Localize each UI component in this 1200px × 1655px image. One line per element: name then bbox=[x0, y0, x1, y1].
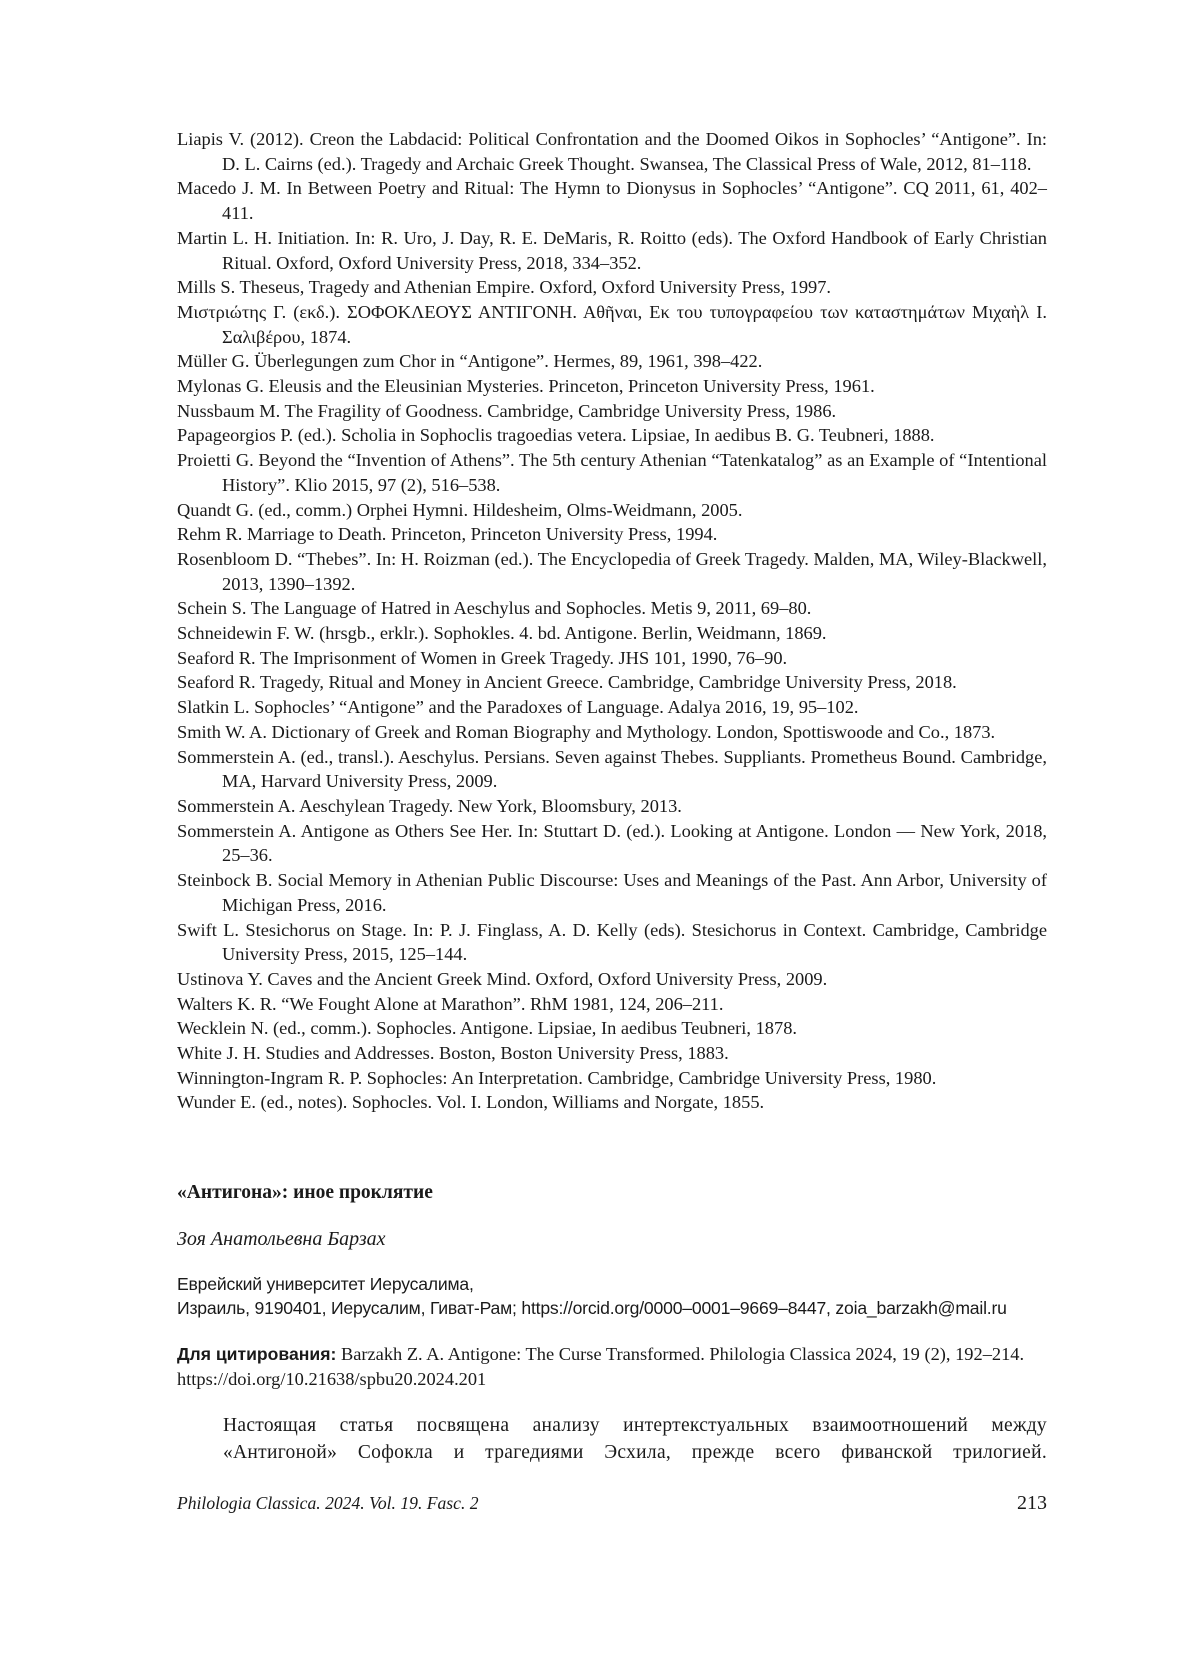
reference-item: Mills S. Theseus, Tragedy and Athenian Empire. Oxford, Oxford University Press, 1997. bbox=[177, 277, 832, 298]
author-name: Зоя Анатольевна Барзах bbox=[177, 1228, 386, 1250]
abstract-text: Настоящая статья посвящена анализу интертекстуальных взаимоотношений между «Антигоной» Софокла и трагедиями Эсхила, прежде всего фиванской трилогией. bbox=[223, 1415, 1047, 1463]
reference-item: Liapis V. (2012). Creon the Labdacid: Political Confrontation and the Doomed Oikos in Sophocles’ “Antigone”. In: D. L. Cairns (ed.). Tragedy and Archaic Greek Thought. Swansea, The Classical Press of Wale, 2012, 81–118. bbox=[177, 129, 1047, 174]
affiliation-line: Еврейский университет Иерусалима, bbox=[177, 1274, 474, 1294]
affiliation-line: Израиль, 9190401, Иерусалим, Гиват-Рам; https://orcid.org/0000–0001–9669–8447, zoia_barzakh@mail.ru bbox=[177, 1298, 1007, 1318]
reference-item: Rosenbloom D. “Thebes”. In: H. Roizman (ed.). The Encyclopedia of Greek Tragedy. Malden, MA, Wiley-Blackwell, 2013, 1390–1392. bbox=[177, 548, 1047, 594]
reference-item: Wunder E. (ed., notes). Sophocles. Vol. I. London, Williams and Norgate, 1855. bbox=[177, 1092, 765, 1113]
reference-item: Μιστριώτης Γ. (εκδ.). ΣΟΦΟΚΛΕΟΥΣ ΑΝΤΙΓΟΝΗ. Αθῆναι, Εκ του τυπογραφείου των καταστημάτων Μιχαὴλ Ι. Σαλιβέρου, 1874. bbox=[177, 301, 1047, 347]
reference-item: Müller G. Überlegungen zum Chor in “Antigone”. Hermes, 89, 1961, 398–422. bbox=[177, 351, 763, 372]
reference-item: Smith W. A. Dictionary of Greek and Roman Biography and Mythology. London, Spottiswoode and Co., 1873. bbox=[177, 721, 996, 742]
reference-item: Quandt G. (ed., comm.) Orphei Hymni. Hildesheim, Olms-Weidmann, 2005. bbox=[177, 499, 743, 520]
reference-item: Sommerstein A. Antigone as Others See Her. In: Stuttart D. (ed.). Looking at Antigone. London — New York, 2018, 25–36. bbox=[177, 820, 1047, 866]
reference-item: Mylonas G. Eleusis and the Eleusinian Mysteries. Princeton, Princeton University Press, 1961. bbox=[177, 376, 875, 397]
reference-item: Nussbaum M. The Fragility of Goodness. Cambridge, Cambridge University Press, 1986. bbox=[177, 400, 837, 421]
journal-name: Philologia Classica. 2024. Vol. 19. Fasc. 2 bbox=[177, 1493, 479, 1513]
reference-item: Wecklein N. (ed., comm.). Sophocles. Antigone. Lipsiae, In aedibus Teubneri, 1878. bbox=[177, 1018, 797, 1039]
reference-item: Martin L. H. Initiation. In: R. Uro, J. Day, R. E. DeMaris, R. Roitto (eds). The Oxford Handbook of Early Christian Ritual. Oxford, Oxford University Press, 2018, 334–352. bbox=[177, 227, 1047, 273]
reference-item: Seaford R. The Imprisonment of Women in Greek Tragedy. JHS 101, 1990, 76–90. bbox=[177, 647, 788, 668]
reference-item: Slatkin L. Sophocles’ “Antigone” and the Paradoxes of Language. Adalya 2016, 19, 95–102. bbox=[177, 697, 859, 718]
citation-block bbox=[177, 1342, 1047, 1392]
reference-item: Schein S. The Language of Hatred in Aeschylus and Sophocles. Metis 9, 2011, 69–80. bbox=[177, 598, 812, 619]
reference-item: Sommerstein A. Aeschylean Tragedy. New York, Bloomsbury, 2013. bbox=[177, 795, 682, 816]
reference-item: Winnington-Ingram R. P. Sophocles: An Interpretation. Cambridge, Cambridge University Press, 1980. bbox=[177, 1067, 937, 1088]
reference-item: Rehm R. Marriage to Death. Princeton, Princeton University Press, 1994. bbox=[177, 524, 718, 545]
page-footer bbox=[177, 1492, 1047, 1515]
author-affiliation bbox=[177, 1272, 1047, 1320]
reference-item: Papageorgios P. (ed.). Scholia in Sophoclis tragoedias vetera. Lipsiae, In aedibus B. G. Teubneri, 1888. bbox=[177, 425, 935, 446]
reference-item: White J. H. Studies and Addresses. Boston, Boston University Press, 1883. bbox=[177, 1043, 729, 1064]
citation-label: Для цитирования: bbox=[177, 1344, 337, 1364]
reference-item: Steinbock B. Social Memory in Athenian Public Discourse: Uses and Meanings of the Past. Ann Arbor, University of Michigan Press, 2016. bbox=[177, 870, 1047, 915]
reference-item: Schneidewin F. W. (hrsgb., erklr.). Sophokles. 4. bd. Antigone. Berlin, Weidmann, 1869. bbox=[177, 623, 827, 644]
citation-text: Barzakh Z. A. Antigone: The Curse Transformed. Philologia Classica 2024, 19 (2), 192–214. https://doi.org/10.21638/spbu20.2024.201 bbox=[177, 1344, 1025, 1389]
reference-item: Walters K. R. “We Fought Alone at Marathon”. RhM 1981, 124, 206–211. bbox=[177, 993, 724, 1014]
references-list bbox=[177, 127, 1047, 1115]
reference-item: Swift L. Stesichorus on Stage. In: P. J. Finglass, A. D. Kelly (eds). Stesichorus in Context. Cambridge, Cambridge University Press, 2015, 125–144. bbox=[177, 919, 1047, 965]
reference-item: Ustinova Y. Caves and the Ancient Greek Mind. Oxford, Oxford University Press, 2009. bbox=[177, 968, 828, 989]
article-header bbox=[177, 1180, 1047, 1466]
reference-item: Sommerstein A. (ed., transl.). Aeschylus. Persians. Seven against Thebes. Suppliants. Prometheus Bound. Cambridge, MA, Harvard University Press, 2009. bbox=[177, 746, 1047, 792]
reference-item: Macedo J. M. In Between Poetry and Ritual: The Hymn to Dionysus in Sophocles’ “Antigone”. CQ 2011, 61, 402–411. bbox=[177, 178, 1047, 224]
page-number: 213 bbox=[1017, 1492, 1047, 1514]
reference-item: Proietti G. Beyond the “Invention of Athens”. The 5th century Athenian “Tatenkatalog” as an Example of “Intentional History”. Klio 2015, 97 (2), 516–538. bbox=[177, 450, 1047, 495]
article-title: «Антигона»: иное проклятие bbox=[177, 1182, 433, 1203]
reference-item: Seaford R. Tragedy, Ritual and Money in Ancient Greece. Cambridge, Cambridge University Press, 2018. bbox=[177, 672, 957, 693]
